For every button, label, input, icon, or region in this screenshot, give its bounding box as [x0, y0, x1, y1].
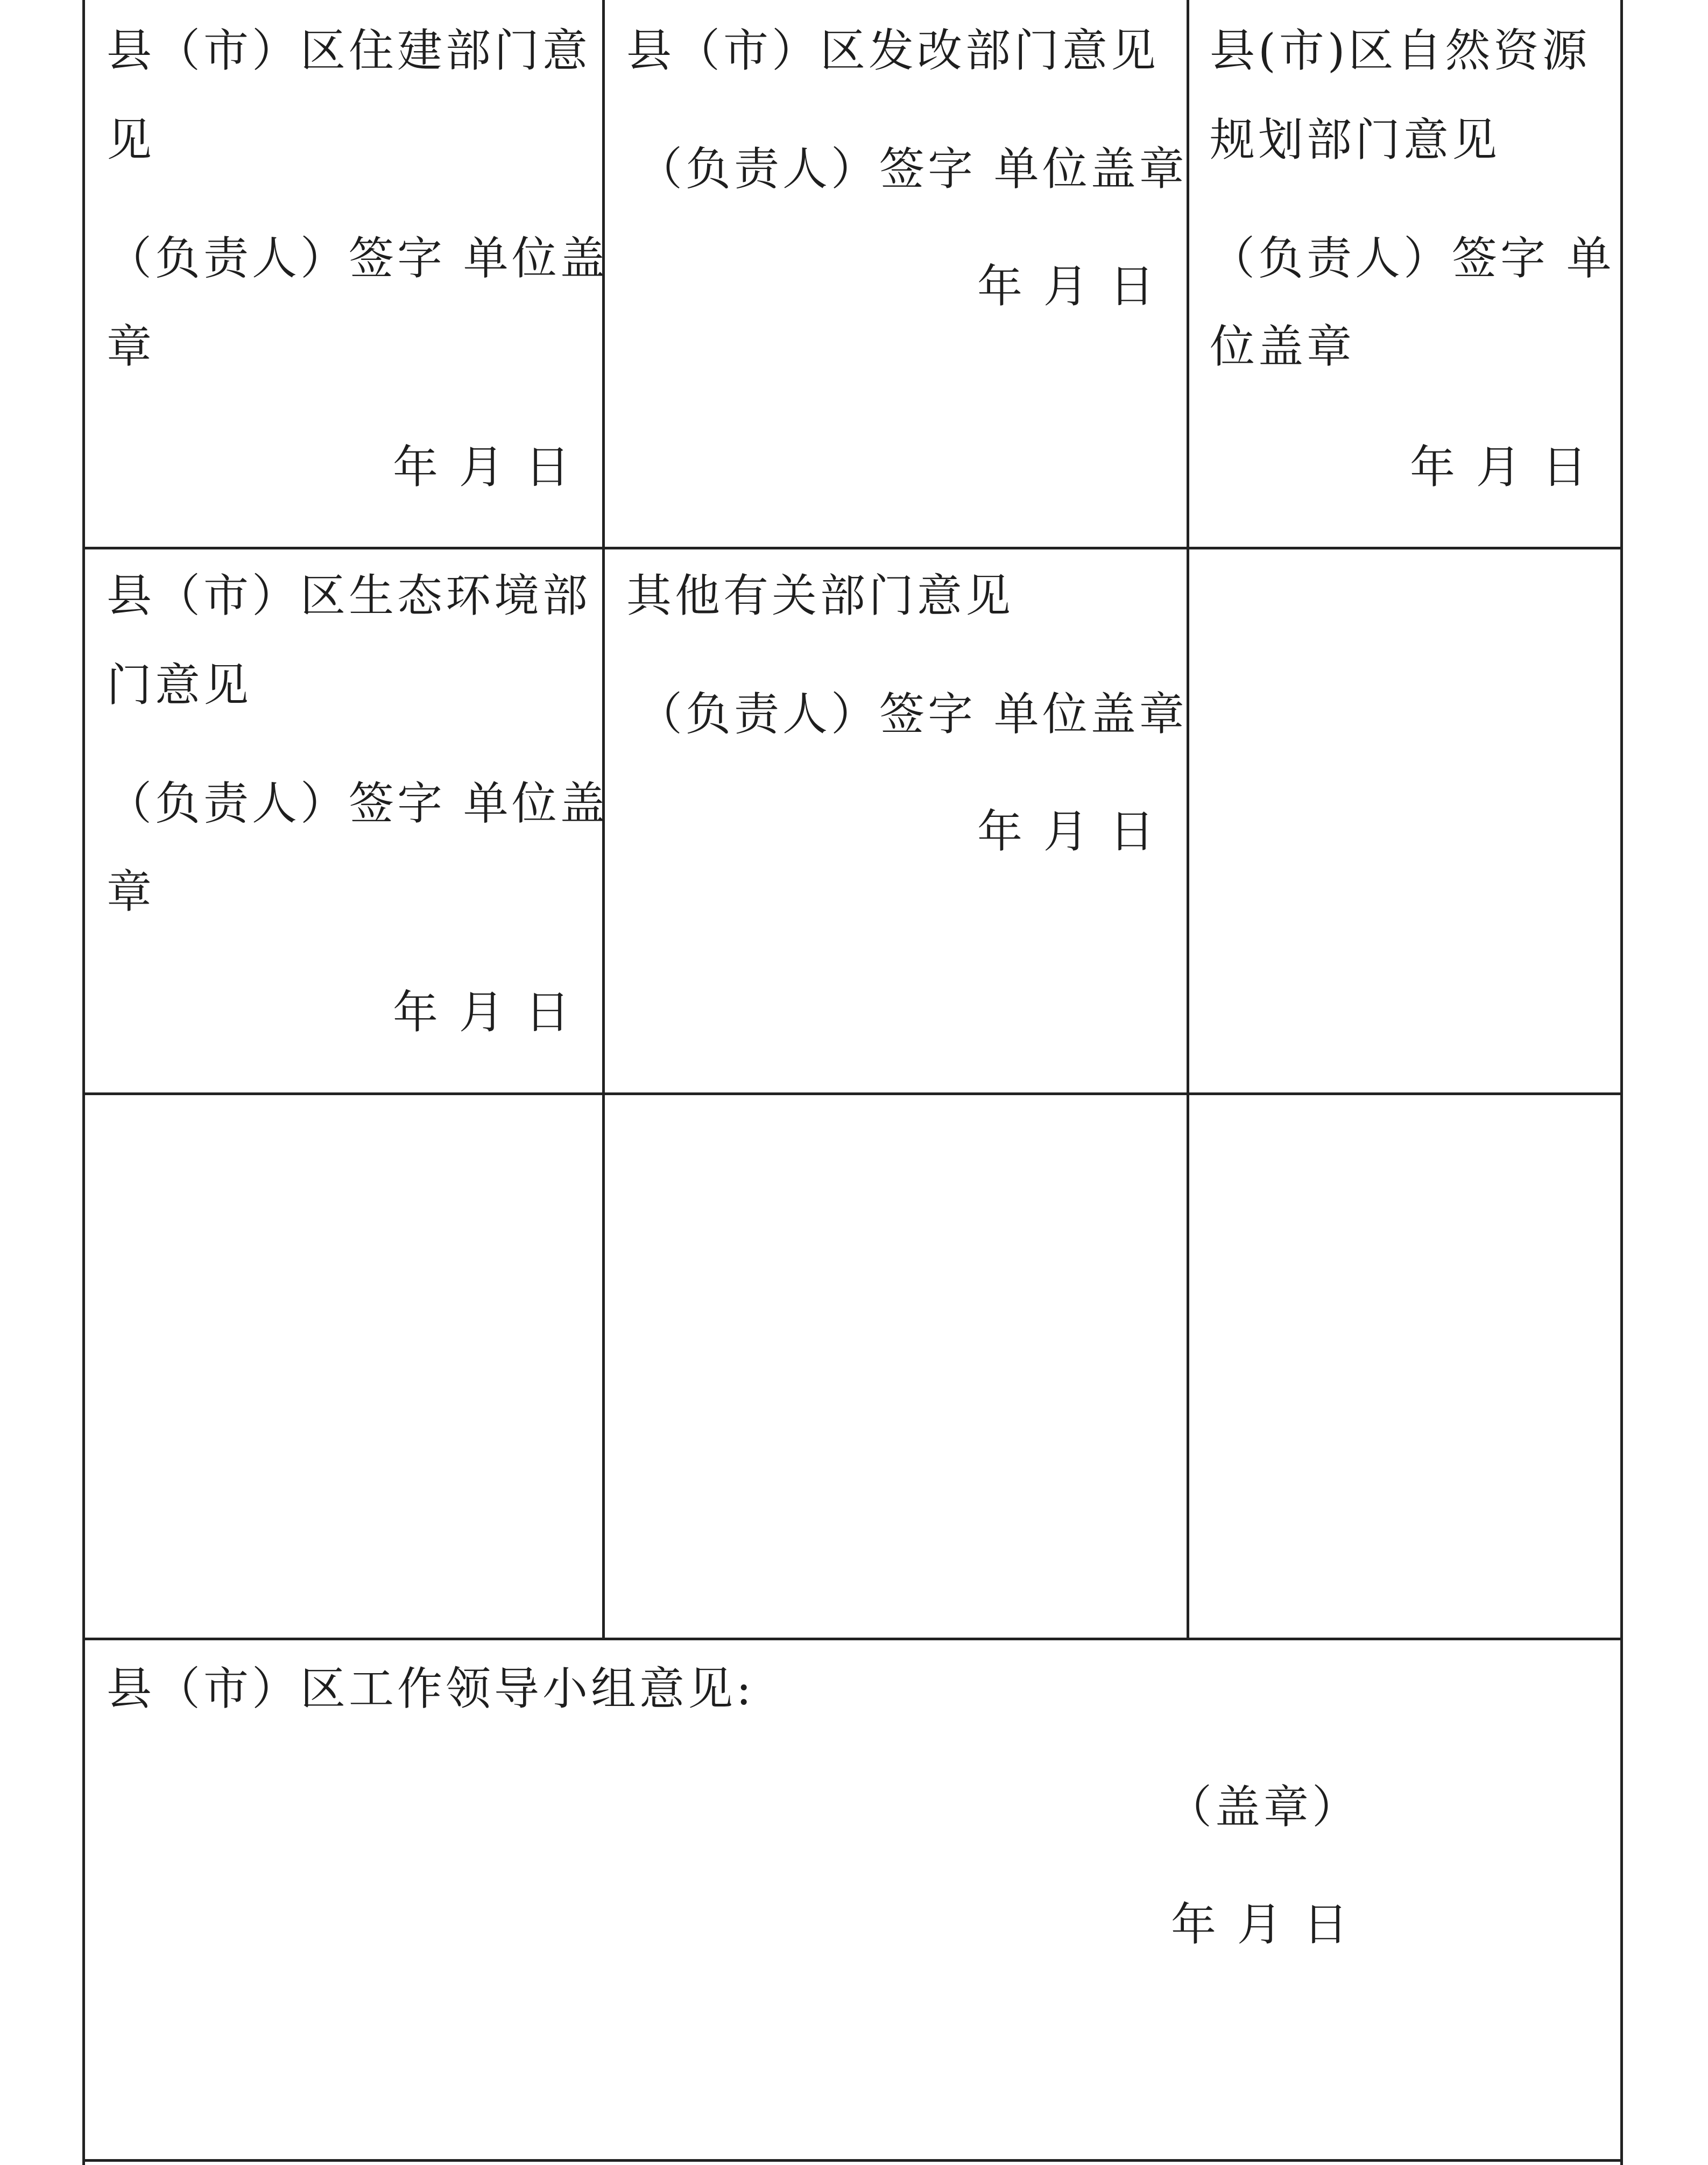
cell-title-line1: 县（市）区发改部门意见 — [626, 24, 1160, 77]
cell-date: 年 月 日 — [1171, 1898, 1352, 1951]
cell-title-line2: 见 — [107, 114, 156, 166]
cell-zhujian-opinion — [85, 0, 609, 547]
cell-sign-line1: （负责人）签字 单位盖章 — [637, 688, 1188, 741]
cell-sign-line1: （负责人）签字 单位盖章 — [637, 143, 1188, 195]
cell-title-line2: 门意见 — [107, 659, 252, 711]
cell-title-line2: 规划部门意见 — [1210, 114, 1501, 166]
cell-sign-line1: （负责人）签字 单位盖 — [107, 232, 609, 285]
cell-empty-r3c2 — [605, 1095, 1187, 1638]
cell-qita-opinion — [605, 549, 1187, 1092]
cell-date: 年 月 日 — [977, 260, 1158, 313]
cell-sign-line1: （负责人）签字 单 — [1210, 232, 1615, 285]
cell-title-line1: 县(市)区自然资源 — [1210, 24, 1591, 77]
table-bottom-border — [82, 2159, 1623, 2162]
cell-sign-line2: 章 — [107, 320, 156, 373]
cell-empty-r3c3 — [1189, 1095, 1620, 1638]
cell-shengtai-opinion — [85, 549, 609, 1092]
cell-sign-line2: 位盖章 — [1210, 320, 1356, 373]
table-right-border — [1620, 0, 1623, 2165]
seal-label: （盖章） — [1167, 1781, 1361, 1833]
cell-date: 年 月 日 — [1410, 441, 1591, 493]
cell-empty-r3c1 — [85, 1095, 602, 1638]
cell-empty-r2c3 — [1189, 549, 1620, 1092]
cell-sign-line2: 章 — [107, 865, 156, 918]
cell-ziran-opinion — [1189, 0, 1620, 547]
cell-title-line1: 其他有关部门意见 — [626, 569, 1014, 622]
cell-title-line1: 县（市）区工作领导小组意见: — [107, 1662, 755, 1715]
cell-title-line1: 县（市）区住建部门意 — [107, 24, 591, 77]
cell-date: 年 月 日 — [977, 805, 1158, 858]
cell-fagai-opinion — [605, 0, 1187, 547]
cell-date: 年 月 日 — [393, 441, 574, 493]
cell-title-line1: 县（市）区生态环境部 — [107, 569, 591, 622]
cell-date: 年 月 日 — [393, 986, 574, 1039]
cell-sign-line1: （负责人）签字 单位盖 — [107, 777, 609, 830]
cell-lingdao-opinion — [85, 1640, 1620, 2159]
